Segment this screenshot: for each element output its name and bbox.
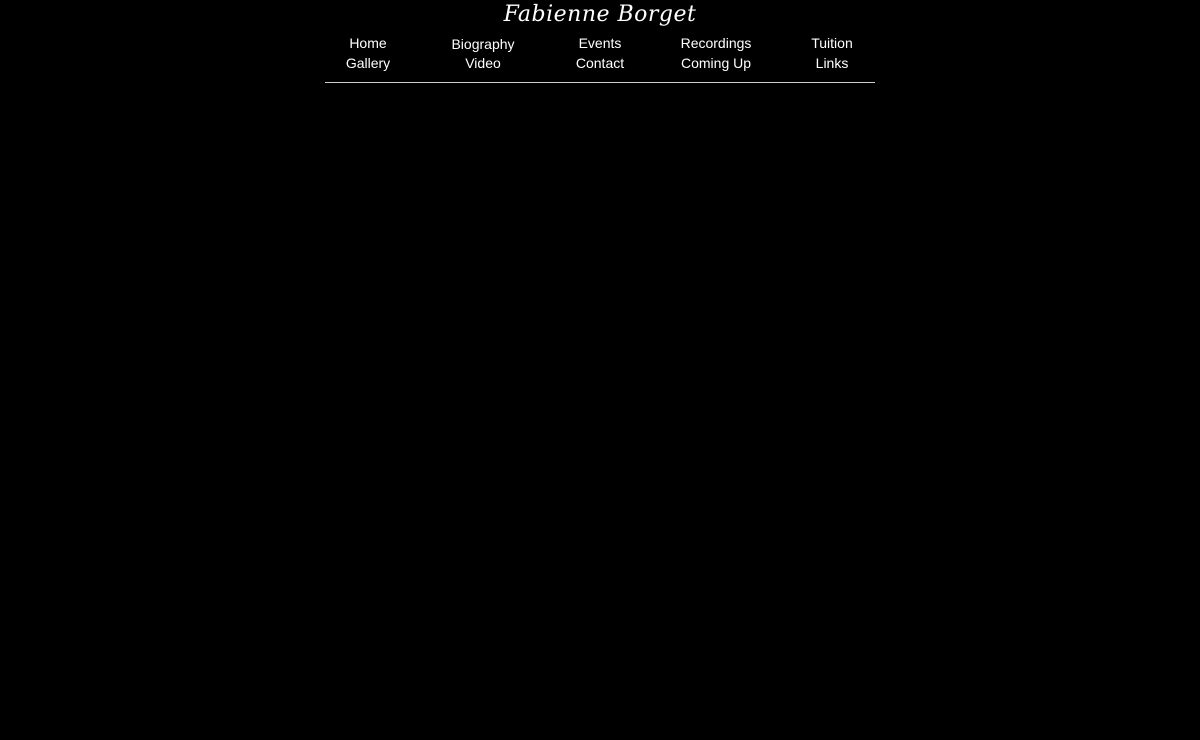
nav-link-coming-up[interactable]: Coming Up (680, 55, 752, 71)
main-nav (325, 33, 875, 75)
nav-link-recordings[interactable]: Recordings (680, 35, 752, 51)
nav-link-gallery[interactable]: Gallery (345, 55, 391, 71)
nav-link-video[interactable]: Video (465, 55, 501, 71)
site-header (0, 0, 1200, 30)
site-title: Fabienne Borget (503, 2, 697, 27)
nav-divider (325, 82, 875, 83)
nav-link-links[interactable]: Links (815, 55, 849, 71)
nav-link-contact[interactable]: Contact (575, 55, 625, 71)
nav-link-biography[interactable]: Biography (451, 36, 515, 52)
nav-link-events[interactable]: Events (578, 35, 622, 51)
nav-link-tuition[interactable]: Tuition (811, 35, 853, 51)
nav-link-home[interactable]: Home (349, 35, 387, 51)
